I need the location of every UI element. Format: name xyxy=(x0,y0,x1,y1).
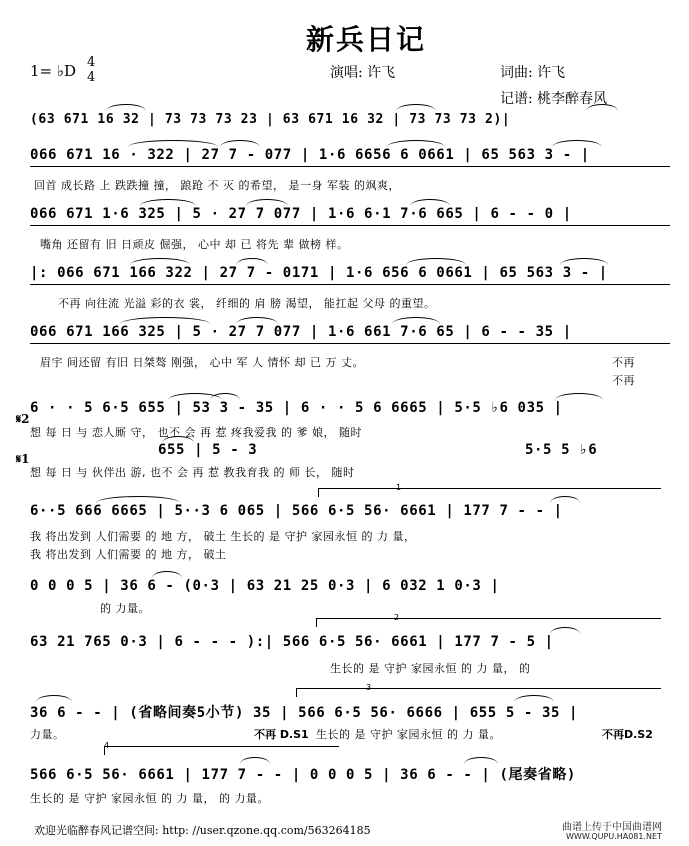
system-2-lyrics: 嘴角 还留有 旧 日顽皮 倔强， 心中 却 已 将先 辈 做榜 样。 xyxy=(40,238,349,251)
slur xyxy=(560,258,608,265)
slur xyxy=(210,393,240,400)
slur xyxy=(514,695,554,702)
slur xyxy=(162,436,194,443)
system-5-lyrics: 想 每 日 与 恋人厮 守， 也不 会 再 惹 疼我爱我 的 爹 娘， 随时 xyxy=(30,426,362,439)
system-4-lyrics-end-2: 不再 xyxy=(612,374,635,387)
volta-number-3: 3 xyxy=(366,683,372,692)
volta-bracket-4 xyxy=(104,746,339,755)
footer-site-name: 曲谱上传于中国曲谱网 xyxy=(562,822,662,833)
slur xyxy=(387,140,445,147)
slur xyxy=(586,104,618,111)
slur xyxy=(36,695,72,702)
system-8-lyrics: 生长的 是 守护 家园永恒 的 力 量， 的 xyxy=(330,662,531,675)
volta-bracket-2 xyxy=(316,618,661,627)
intro-notes: (63 671 16 32 | 73 73 73 23 | 63 671 16 32 | 73 73 73 2)| xyxy=(30,112,511,127)
system-5-alt-notes-end: 5·5 5 ♭6 xyxy=(525,442,598,458)
beam-line xyxy=(30,343,670,344)
volta-bracket-1 xyxy=(318,488,661,497)
key-signature: 1= ♭D xyxy=(30,62,76,80)
slur xyxy=(236,258,268,265)
slur xyxy=(550,496,580,503)
slur xyxy=(220,140,260,147)
slur xyxy=(396,104,436,111)
system-5-notes: 6 · · 5 6·5 655 | 53 3 - 35 | 6 · · 5 6 6665 | 5·5 ♭6 035 | xyxy=(30,400,563,416)
time-signature-bottom: 4 xyxy=(87,70,96,85)
slur xyxy=(555,393,603,400)
slur xyxy=(96,496,180,503)
system-4-notes: 066 671 166 325 | 5 · 27 7 077 | 1·6 661 7·6 65 | 6 - - 35 | xyxy=(30,324,572,340)
slur xyxy=(550,627,580,634)
singer-credit: 演唱: 许飞 xyxy=(330,65,396,81)
system-1-notes: 066 671 16 · 322 | 27 7 - 077 | 1·6 6656 6 0661 | 65 563 3 - | xyxy=(30,147,590,163)
system-4-lyrics-end: 不再 xyxy=(612,356,635,369)
system-4-lyrics: 眉宇 间还留 有旧 日桀骜 刚强， 心中 军 人 情怀 却 已 万 丈。 xyxy=(40,356,364,369)
volta-number-4: 4 xyxy=(104,741,110,750)
system-6-lyrics-2: 我 将出发到 人们需要 的 地 方， 破土 xyxy=(30,548,227,561)
slur xyxy=(120,317,210,324)
system-6-lyrics: 我 将出发到 人们需要 的 地 方， 破土 生长的 是 守护 家园永恒 的 力 量， xyxy=(30,530,416,543)
slur xyxy=(392,317,440,324)
beam-line xyxy=(30,284,670,285)
system-3-lyrics: 不再 向往流 光溢 彩的衣 裳， 纤细的 肩 膀 渴望， 能扛起 父母 的重望。 xyxy=(58,297,436,310)
system-3-notes: |: 066 671 166 322 | 27 7 - 0171 | 1·6 656 6 0661 | 65 563 3 - | xyxy=(30,265,608,281)
footer-site-url: WWW.QUPU.HA081.NET xyxy=(566,832,662,841)
volta-bracket-3 xyxy=(296,688,661,697)
slur xyxy=(130,258,190,265)
song-title: 新兵日记 xyxy=(306,23,427,56)
system-9-lyrics-start: 力量。 xyxy=(30,728,65,741)
slur xyxy=(128,140,218,147)
ds2-mark: 不再D.S2 xyxy=(602,728,653,741)
system-5-lyrics-2: 想 每 日 与 伙伴出 游, 也不 会 再 惹 教我育我 的 师 长， 随时 xyxy=(30,466,355,479)
transcriber-credit: 记谱: 桃李醉春风 xyxy=(500,91,608,107)
system-10-notes: 566 6·5 56· 6661 | 177 7 - - | 0 0 0 5 | 36 6 - - | (尾奏省略) xyxy=(30,767,576,783)
system-8-notes: 63 21 765 0·3 | 6 - - - ):| 566 6·5 56· 6661 | 177 7 - 5 | xyxy=(30,634,554,650)
slur xyxy=(552,140,602,147)
volta-number-2: 2 xyxy=(394,613,400,622)
system-1-lyrics: 回首 成长路 上 跌跌撞 撞， 踉跄 不 灭 的希望， 是一身 军装 的飒爽， xyxy=(34,179,400,192)
beam-line xyxy=(30,225,670,226)
system-9-notes: 36 6 - - | (省略间奏5小节) 35 | 566 6·5 56· 6666 | 655 5 - 35 | xyxy=(30,705,579,721)
segno-1-sign: 𝄋1 xyxy=(16,452,30,466)
system-5-alt-notes: 655 | 5 - 3 xyxy=(158,442,258,458)
system-7-lyrics: 的 力量。 xyxy=(100,602,150,615)
slur xyxy=(410,199,450,206)
slur xyxy=(152,571,182,578)
segno-2-sign: 𝄋2 xyxy=(16,412,30,426)
system-6-notes: 6··5 666 6665 | 5··3 6 065 | 566 6·5 56· 6661 | 177 7 - - | xyxy=(30,503,563,519)
ds1-mark: 不再 D.S1 xyxy=(254,728,309,741)
system-7-notes: 0 0 0 5 | 36 6 - (0·3 | 63 21 25 0·3 | 6 032 1 0·3 | xyxy=(30,578,500,594)
beam-line xyxy=(30,166,670,167)
slur xyxy=(464,757,498,764)
system-9-lyrics: 生长的 是 守护 家园永恒 的 力 量。 xyxy=(316,728,501,741)
footer-credit: 欢迎光临醉春风记谱空间: http: //user.qzone.qq.com/563264185 xyxy=(34,824,371,837)
slur xyxy=(106,104,146,111)
slur xyxy=(406,258,466,265)
slur xyxy=(236,317,278,324)
slur xyxy=(240,757,270,764)
composer-credit: 词曲: 许飞 xyxy=(500,65,566,81)
time-signature-top: 4 xyxy=(87,55,96,70)
slur xyxy=(140,199,196,206)
volta-number-1: 1 xyxy=(396,483,402,492)
slur xyxy=(246,199,288,206)
system-2-notes: 066 671 1·6 325 | 5 · 27 7 077 | 1·6 6·1 7·6 665 | 6 - - 0 | xyxy=(30,206,572,222)
system-10-lyrics: 生长的 是 守护 家园永恒 的 力 量， 的 力量。 xyxy=(30,792,269,805)
